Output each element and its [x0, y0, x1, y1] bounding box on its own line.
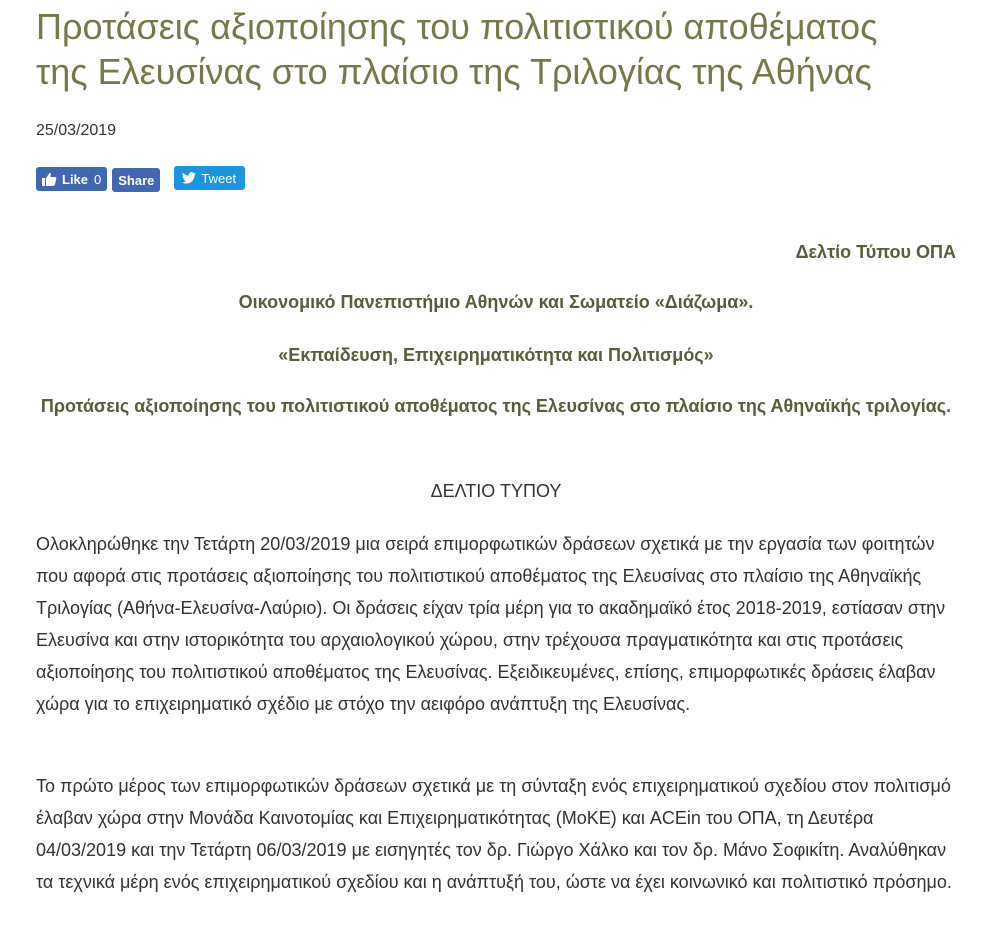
tweet-button[interactable] — [174, 166, 245, 190]
facebook-share-button[interactable]: Share — [112, 168, 160, 192]
paragraph: Ολοκληρώθηκε την Τετάρτη 20/03/2019 μια σειρά επιμορφωτικών δράσεων σχετικά με την εργασία των φοιτητών που αφορά στις προτάσεις αξιοποίησης του πολιτιστικού αποθέματος της Ελευσίνας στο πλαίσιο της Αθηναϊκής Τριλογίας (Αθήνα-Ελευσίνα-Λαύριο). Οι δράσεις είχαν τρία μέρη για το ακαδημαϊκό έτος 2018-2019, εστίασαν στην Ελευσίνα και στην ιστορικότητα του αρχαιολογικού χώρου, στην τρέχουσα πραγματικότητα και στις προτάσεις αξιοποίησης του πολιτιστικού αποθέματος της Ελευσίνας. Εξειδικευμένες, επίσης, επιμορφωτικές δράσεις έλαβαν χώρα για το επιχειρηματικό σχέδιο με στόχο την αειφόρο ανάπτυξη της Ελευσίνας. — [36, 534, 946, 714]
release-label: ΔΕΛΤΙΟ ΤΥΠΟΥ — [430, 481, 562, 501]
thumbs-up-icon — [41, 171, 57, 187]
tweet-label: Tweet — [201, 170, 237, 186]
heading-theme: «Εκπαίδευση, Επιχειρηματικότητα και Πολιτισμός» — [278, 345, 714, 365]
article-date: 25/03/2019 — [36, 122, 117, 139]
like-count: 0 — [94, 171, 102, 187]
social-buttons — [36, 166, 956, 192]
paragraph: Το πρώτο μέρος των επιμορφωτικών δράσεων σχετικά με τη σύνταξη ενός επιχειρηματικού σχεδίου στον πολιτισμό έλαβαν χώρα στην Μονάδα Καινοτομίας και Επιχειρηματικότητας (ΜοΚΕ) και ACEin του ΟΠΑ, τη Δευτέρα 04/03/2019 και την Τετάρτη 06/03/2019 με εισηγητές τον δρ. Γιώργο Χάλκο και τον δρ. Μάνο Σοφικίτη. Αναλύθηκαν τα τεχνικά μέρη ενός επιχειρηματικού σχεδίου και η ανάπτυξή του, ώστε να έχει κοινωνικό και πολιτιστικό πρόσημο. — [36, 776, 952, 892]
twitter-bird-icon — [182, 172, 196, 184]
facebook-like-button[interactable] — [36, 167, 107, 191]
heading-subject: Προτάσεις αξιοποίησης του πολιτιστικού αποθέματος της Ελευσίνας στο πλαίσιο της Αθηναϊκής τριλογίας. — [40, 396, 952, 416]
article-title: Προτάσεις αξιοποίησης του πολιτιστικού αποθέματος της Ελευσίνας στο πλαίσιο της Τριλογίας της Αθήνας — [36, 6, 878, 92]
heading-organizers: Οικονομικό Πανεπιστήμιο Αθηνών και Σωματείο «Διάζωμα». — [238, 292, 754, 312]
like-label: Like — [62, 171, 89, 187]
press-release-label: Δελτίο Τύπου ΟΠΑ — [795, 242, 956, 262]
